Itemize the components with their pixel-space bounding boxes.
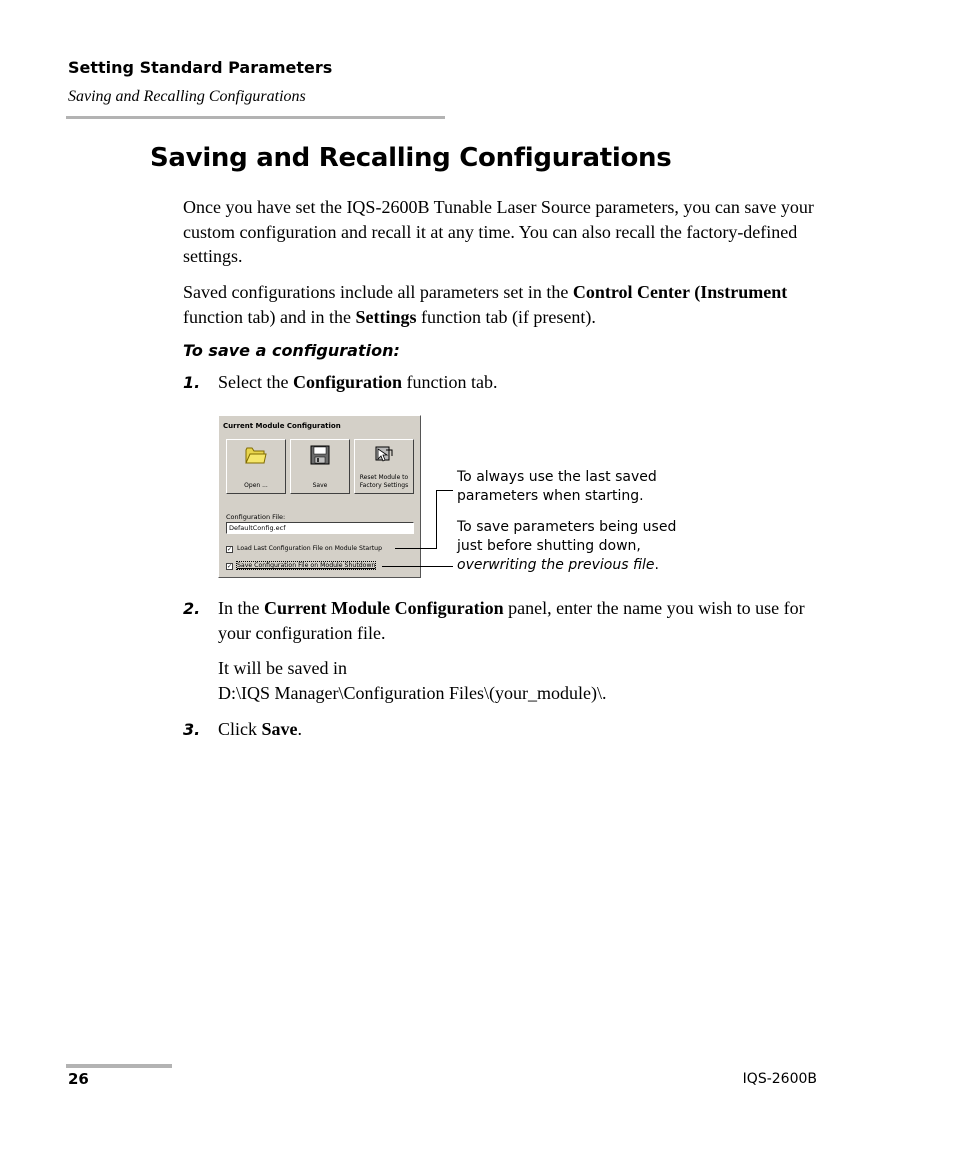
save-button[interactable] [290, 439, 350, 494]
running-header-subtitle: Saving and Recalling Configurations [68, 88, 306, 105]
callout-line: To save parameters being used [457, 519, 677, 535]
header-rule [66, 116, 445, 119]
callout-line: parameters when starting. [457, 488, 644, 504]
text-run: Click [218, 719, 262, 739]
configuration-file-label: Configuration File: [226, 513, 286, 521]
save-on-shutdown-label: Save Configuration File on Module Shutdown [237, 562, 376, 569]
load-last-config-label: Load Last Configuration File on Module Startup [237, 545, 383, 552]
running-header-title: Setting Standard Parameters [68, 58, 333, 77]
step-text [218, 596, 828, 645]
footer-rule [66, 1064, 172, 1068]
callout-leader-line [436, 490, 437, 549]
open-button[interactable] [226, 439, 286, 494]
callout-line: To always use the last saved [457, 469, 657, 485]
save-on-shutdown-checkbox[interactable]: ✓ [227, 563, 233, 570]
settings-term: Settings [355, 306, 417, 327]
step-number: 3. [183, 720, 201, 739]
text-run: ( [689, 282, 701, 302]
procedure-title: To save a configuration: [183, 341, 400, 360]
text-run: panel, enter the name you wish to use for your configuration file. [218, 598, 805, 643]
floppy-disk-icon [310, 445, 330, 465]
callout-leader-line [382, 566, 453, 567]
callout-leader-line [436, 490, 453, 491]
control-center-term: Control Center [572, 282, 690, 302]
page-title: Saving and Recalling Configurations [150, 143, 672, 173]
callout-line: just before shutting down, [457, 538, 641, 554]
text-run: function tab) and in the [183, 306, 356, 327]
callout-save-on-shutdown [457, 518, 676, 575]
reset-button-label: Reset Module to Factory Settings [359, 474, 409, 489]
callout-leader-line [395, 548, 437, 549]
text-run: . [654, 557, 659, 573]
panel-title: Current Module Configuration [223, 422, 341, 430]
reset-icon [374, 445, 394, 465]
text-run: function tab. [402, 372, 498, 392]
configuration-file-input[interactable]: DefaultConfig.ecf [226, 522, 414, 534]
open-button-label: Open ... [244, 482, 268, 489]
text-run: function tab (if present). [416, 306, 596, 327]
instrument-term: Instrument [700, 282, 788, 302]
step-text [218, 370, 828, 395]
callout-line [457, 556, 676, 575]
step-text [218, 717, 828, 742]
callout-load-last [457, 468, 657, 506]
note-line: It will be saved in [218, 658, 347, 678]
save-term: Save [261, 719, 298, 739]
page-number: 26 [68, 1070, 89, 1088]
text-run: Select the [218, 372, 293, 392]
product-name: IQS-2600B [742, 1071, 817, 1087]
text-run: . [297, 719, 302, 739]
current-module-configuration-panel [218, 415, 421, 578]
saved-config-paragraph [183, 280, 823, 329]
intro-paragraph: Once you have set the IQS-2600B Tunable Laser Source parameters, you can save your custom configuration and recall it at any time. You can also recall the factory-defined settings. [183, 197, 814, 266]
step-number: 1. [183, 373, 201, 392]
save-path: D:\IQS Manager\Configuration Files\(your_module)\. [218, 682, 607, 703]
current-module-configuration-term: Current Module Configuration [263, 598, 504, 618]
text-run: Saved configurations include all parameters set in the [183, 282, 573, 302]
step-number: 2. [183, 599, 201, 618]
save-button-label: Save [312, 482, 328, 489]
load-last-config-checkbox[interactable]: ✓ [227, 546, 233, 553]
reset-factory-settings-button[interactable] [354, 439, 414, 494]
text-run: In the [218, 598, 264, 618]
configuration-term: Configuration [292, 372, 402, 392]
callout-italic-text: overwriting the previous file [457, 557, 655, 573]
folder-icon [245, 445, 267, 465]
save-location-note [218, 656, 828, 705]
